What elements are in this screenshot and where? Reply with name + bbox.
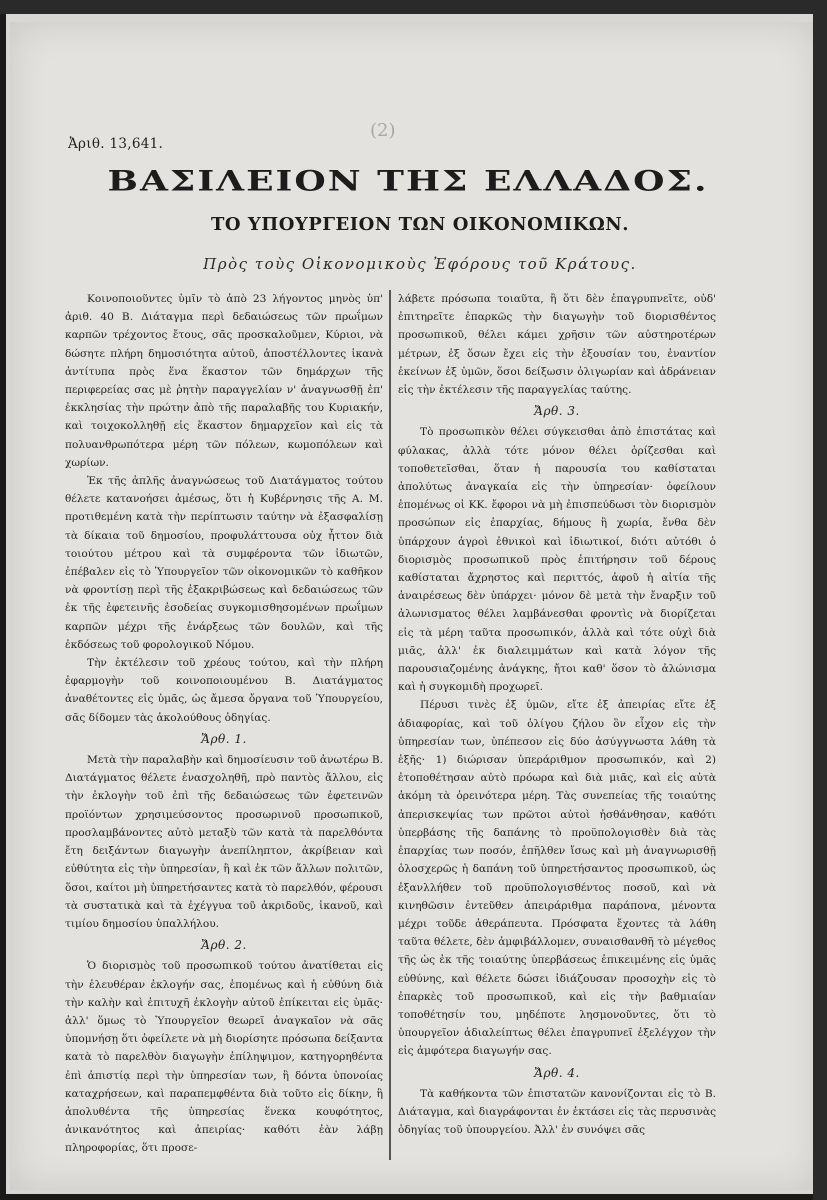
paragraph: Τὰ καθήκοντα τῶν ἐπιστατῶν κανονίζονται εἰς τὸ Β. Διάταγμα, καὶ διαγράφονται ἐν ἐκτάσει εἰς τὰς περυσινὰς ὁδηγίας τοῦ ὑπουργείου. Ἀλλ' ἐν συνόψει σᾶς [398, 1087, 716, 1137]
ministry-heading: ΤΟ ΥΠΟΥΡΓΕΙΟΝ ΤΩΝ ΟΙΚΟΝΟΜΙΚΩΝ. [211, 214, 629, 235]
kingdom-heading: ΒΑΣΙΛΕΙΟΝ ΤΗΣ ΕΛΛΑΔΟΣ. [107, 164, 709, 198]
article-heading: Ἄρθ. 3. [534, 404, 580, 419]
scan-top-band [0, 0, 827, 14]
paragraph: Τὴν ἐκτέλεσιν τοῦ χρέους τούτου, καὶ τὴν πλήρη ἐφαρμογὴν τοῦ κοινοποιουμένου Β. Διατάγματος ἀναθέτοντες εἰς ὑμᾶς, ὡς ἄμεσα ὄργανα τοῦ Ὑπουργείου, σᾶς δίδομεν τὰς ἀκολούθους ὁδηγίας. [65, 657, 383, 724]
paragraph: Πέρυσι τινὲς ἐξ ὑμῶν, εἴτε ἐξ ἀπειρίας εἴτε ἐξ ἀδιαφορίας, καὶ τοῦ ὀλίγου ζήλου ὃν εἶχον εἰς τὴν ὑπηρεσίαν των, ὑπέπεσον εἰς δύο ἀσύγγνωστα λάθη τὰ ἑξῆς· 1) διώρισαν ὑπεράριθμον προσωπικόν, καὶ 2) ἐτοποθέτησαν αὐτὸ πρόωρα καὶ διὰ μιᾶς, καὶ εἰς αὐτὰ ἀκόμη τὰ ὀρεινότερα μέρη. Τὰς συνεπείας τῆς τοιαύτης ἀπερισκεψίας των πρῶτοι αὐτοὶ ἠσθάνθησαν, καθότι ὑπερβάσης τῆς δαπάνης τὸ προϋπολογισθὲν διὰ τὰς ἐπαρχίας των ποσόν, ἐπῆλθεν ἴσως καὶ μὴ ἀναγνωρισθῇ ὁλοσχερῶς ἡ δαπάνη τοῦ ὑπηρετήσαντος προσωπικοῦ, ὡς ἐξανλλήθεν τοῦ προϋπολογισθέντος ποσοῦ, καὶ νὰ κινηθῶσιν ἐντεῦθεν ἀπειράριθμα παράπονα, μένοντα μέχρι τοῦδε ἀθεράπευτα. Πρόσφατα ἔχοντες τὰ λάθη ταῦτα θέλετε, δὲν ἀμφιβάλλομεν, συναισθανθῆ τὸ μέγεθος τῆς ὡς ἐκ τῆς τοιαύτης ὑπερβάσεως ἐπικειμένης εἰς ὑμᾶς εὐθύνης, καὶ θέλετε δώσει ἰδιάζουσαν προσοχὴν εἰς τὸ ἐπαρκὲς τοῦ προσωπικοῦ, καὶ εἰς τὴν βαθμιαίαν τοποθέτησίν του, μηδέποτε λησμονοῦντες, ὅτι τὸ ὑπουργεῖον ἀδιαλείπτως θέλει ἐπαγρυπνεῖ ἐξελέγχον τὴν εἰς ἀμφότερα διαγωγήν σας. [398, 699, 716, 1058]
paragraph: λάβετε πρόσωπα τοιαῦτα, ἢ ὅτι δὲν ἐπαγρυπνεῖτε, οὐδ' ἐπιτηρεῖτε ἐπαρκῶς τὴν διαγωγὴν τοῦ διορισθέντος προσωπικοῦ, θέλει κάμει χρῆσιν τῶν αὐστηροτέρων μέτρων, ἐξ ὅσων ἔχει εἰς τὴν ἐξουσίαν του, ἐναντίον ἐκείνων ἐξ ὑμῶν, ὅσοι δείξωσιν ὀλιγωρίαν καὶ ἀδράνειαν εἰς τὴν ἐκτέλεσιν τῆς παραγγελίας ταύτης. [398, 293, 716, 397]
paragraph: Τὸ προσωπικὸν θέλει σύγκεισθαι ἀπὸ ἐπιστάτας καὶ φύλακας, ἀλλὰ τότε μόνον θέλει ὁρίζεσθαι καὶ τοποθετεῖσθαι, ὅταν ἡ παρουσία του καθίσταται ἀπολύτως ἀναγκαία εἰς τὴν ὑπηρεσίαν· ὀφείλουν ἑπομένως οἱ ΚΚ. ἔφοροι νὰ μὴ ἐπισπεύδωσι τὸν διορισμὸν προσώπων εἰς ἐπαρχίας, δήμους ἢ χωρία, ἔνθα δὲν ὑπάρχουν ἀγροὶ ἐθνικοὶ καὶ ἰδιωτικοί, διότι αὐτόθι ὁ διορισμὸς προσωπικοῦ πρὸς ἐπιτήρησιν τοῦ δέρους καθίσταται ἄχρηστος καὶ περιττός, ἀφοῦ ἡ αἰτία τῆς ἀναιρέσεως δὲν ὑπάρχει· μόνον δὲ μετὰ τὴν ἔναρξιν τοῦ ἀλωνισματος θέλει λαμβάνεσθαι φροντὶς νὰ διορίζεται εἰς τὰ μέρη ταῦτα προσωπικόν, ἀλλὰ καὶ τότε οὐχὶ διὰ μιᾶς, ἀλλ' ἐκ διαλειμμάτων καὶ κατὰ λόγον τῆς παρουσιαζομένης ἀνάγκης, ἤτοι καθ' ὅσον τὸ ἀλώνισμα καὶ ἡ συγκομιδὴ προχωρεῖ. [398, 426, 716, 694]
article-heading: Ἄρθ. 4. [534, 1065, 580, 1080]
right-column [398, 290, 716, 1137]
article-heading: Ἄρθ. 1. [201, 731, 247, 746]
column-divider [389, 290, 391, 1160]
scan-right-edge [813, 0, 827, 1200]
paragraph: Μετὰ τὴν παραλαβὴν καὶ δημοσίευσιν τοῦ ἀνωτέρω Β. Διατάγματος θέλετε ἐνασχοληθῆ, πρὸ παντὸς ἄλλου, εἰς τὴν ἐκλογὴν τοῦ ἐπὶ τῆς δεδαιώσεως τῶν ἐφετεινῶν προϊόντων χρησιμεύσοντος προσωρινοῦ προσωπικοῦ, προσλαμβάνοντες αὐτὸ μεταξὺ τῶν κατὰ τὰ παρελθόντα ἔτη δειξάντων διαγωγὴν ἀνεπίληπτον, ἀκρίβειαν καὶ εὐθύτητα εἰς τὴν ὑπηρεσίαν, ἢ καὶ ἐκ τῶν ἄλλων πολιτῶν, ὅσοι, καίτοι μὴ ὑπηρετήσαντες κατὰ τὸ παρελθόν, φέρουσι τὰ συστατικὰ καὶ τὰ ἐχέγγυα τοῦ ἀκριδοῦς, ἱκανοῦ, καὶ τιμίου δημοσίου ὑπαλλήλου. [65, 754, 383, 930]
left-column [65, 290, 383, 1170]
page-stamp: (2) [370, 120, 396, 141]
article-heading: Ἄρθ. 2. [201, 938, 247, 953]
paragraph: Κοινοποιοῦντες ὑμῖν τὸ ἀπὸ 23 λήγοντος μηνὸς ὑπ' ἀριθ. 40 Β. Διάταγμα περὶ δεδαιώσεως τῶν πρωΐμων καρπῶν τρέχοντος ἔτους, σᾶς προσκαλοῦμεν, Κύριοι, νὰ δώσητε πλήρη δημοσιότητα αὐτοῦ, ἀποστέλλοντες ἱκανὰ ἀντίτυπα πρὸς ἕνα ἕκαστον τῶν δημάρχων τῆς περιφερείας σας μὲ ῥητὴν παραγγελίαν ν' ἀναγνωσθῇ ἐπ' ἐκκλησίας τὴν πρώτην ἀπὸ τῆς παραλαβῆς του Κυριακήν, καὶ τοιχοκολληθῇ εἰς ἕκαστον δημαρχεῖον καὶ εἰς τὰ πολυανθρωπότερα μέρη τῶν πόλεων, κωμοπόλεων καὶ χωρίων. [65, 293, 383, 469]
document-number: Ἀριθ. 13,641. [68, 136, 164, 152]
paragraph: Ἐκ τῆς ἁπλῆς ἀναγνώσεως τοῦ Διατάγματος τούτου θέλετε κατανοήσει ἀμέσως, ὅτι ἡ Κυβέρνησις τῆς Α. Μ. προτιθεμένη κατὰ τὴν περίπτωσιν ταύτην νὰ ἐξασφαλίσῃ τὰ δίκαια τοῦ δημοσίου, προφυλάττουσα οὐχ ἧττον διὰ τοιούτου μέτρου καὶ τὰ συμφέροντα τῶν ἰδιωτῶν, ἐπέβαλεν εἰς τὸ Ὑπουργεῖον τῶν οἰκονομικῶν τὸ καθῆκον νὰ φροντίσῃ περὶ τῆς ἐξακριβώσεως καὶ δεδαιώσεως τῶν ἐκ τῆς ἐφετεινῆς ἐσοδείας συγκομισθησομένων πρωΐμων καρπῶν μέχρι τῆς ἐνάρξεως τῶν δουλῶν, καὶ τῆς ἐκδόσεως τοῦ φορολογικοῦ Νόμου. [65, 475, 383, 651]
addressee-line: Πρὸς τοὺς Οἰκονομικοὺς Ἐφόρους τοῦ Κράτους. [203, 255, 637, 273]
paragraph: Ὁ διορισμὸς τοῦ προσωπικοῦ τούτου ἀνατίθεται εἰς τὴν ἐλευθέραν ἐκλογήν σας, ἑπομένως καὶ ἡ εὐθύνη διὰ τὴν καλὴν καὶ ἐπιτυχῆ ἐκλογὴν αὐτοῦ ἐπίκειται εἰς ὑμᾶς· ἀλλ' ὅμως τὸ Ὑπουργεῖον θεωρεῖ ἀναγκαῖον νὰ σᾶς ὑπομνήσῃ ὅτι ὀφείλετε νὰ μὴ διορίσητε πρόσωπα δείξαντα κατὰ τὸ παρελθὸν διαγωγὴν ἐπίληψιμον, κατηγορηθέντα ἐπὶ ἀπιστίᾳ περὶ τὴν ὑπηρεσίαν των, ἢ δόντα ὑπονοίας καταχρήσεων, καὶ παραπεμφθέντα διὰ τοῦτο εἰς δίκην, ἢ ἀπολυθέντα τῆς ὑπηρεσίας ἕνεκα κουφότητος, ἀνικανότητος καὶ ἀπειρίας· καθότι ἐὰν λάβῃ πληροφορίας, ὅτι προσε- [65, 960, 383, 1155]
